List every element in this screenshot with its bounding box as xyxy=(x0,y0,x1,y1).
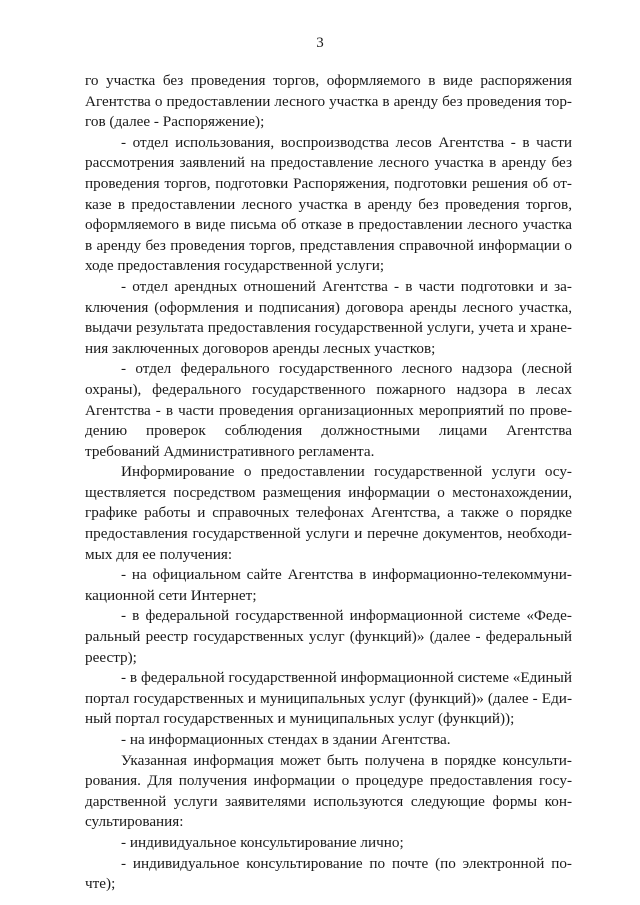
paragraph-consulting: Указанная информация может быть получена в порядке консульти-рования. Для получения информации о процедуре предоставления госу-дарственной услуги заявителями используются следующие формы кон-сультирования: xyxy=(85,751,572,831)
paragraph-info-stands: - на информационных стендах в здании Агентства. xyxy=(121,731,451,748)
document-body xyxy=(85,71,572,895)
paragraph-dept-forest-use: - отдел использования, воспроизводства лесов Агентства - в части рассмотрения заявлений на предоставление лесного участка в аренду без проведения торгов, подготовки Распоряжения, подготовки решения об от-казе в предоставлении лесного участка в аренду без проведения торгов, оформляемого в виде письма об отказе в предоставлении лесного участка в аренду без проведения торгов, представления справочной информации о ходе предоставления государственной услуги; xyxy=(85,133,572,275)
paragraph-informing: Информирование о предоставлении государственной услуги осу-ществляется посредством размещения информации о местонахождении, графике работы и справочных телефонах Агентства, а также о порядке предоставления государственной услуги и перечне документов, необходи-мых для ее получения: xyxy=(85,463,572,563)
paragraph-dept-forest-supervision: - отдел федерального государственного лесного надзора (лесной охраны), федерального государственного пожарного надзора в лесах Агентства - в части проведения организационных мероприятий по прове-дению проверок соблюдения должностными лицами Агентства требований Административного регламента. xyxy=(85,360,572,460)
paragraph-consult-by-mail: - индивидуальное консультирование по почте (по электронной по-чте); xyxy=(85,854,572,893)
paragraph-consult-in-person: - индивидуальное консультирование лично; xyxy=(121,833,404,851)
paragraph-official-website: - на официальном сайте Агентства в информационно-телекоммуни-кационной сети Интернет; xyxy=(85,566,572,604)
paragraph-dept-lease-relations: - отдел арендных отношений Агентства - в части подготовки и за-ключения (оформления и подписания) договора аренды лесного участка, выдачи результата предоставления государственной услуги, учета и хране-ния заключенных договоров аренды лесных участков; xyxy=(85,277,572,357)
paragraph-unified-portal: - в федеральной государственной информационной системе «Единый портал государственных и муниципальных услуг (функций)» (далее - Еди-ный портал государственных и муниципальных услуг (функций)); xyxy=(85,669,572,728)
page-number: 3 xyxy=(316,35,324,51)
paragraph-continuation: го участка без проведения торгов, оформляемого в виде распоряжения Агентства о предоставлении лесного участка в аренду без проведения тор-гов (далее - Распоряжение); xyxy=(85,72,572,131)
paragraph-federal-registry: - в федеральной государственной информационной системе «Феде-ральный реестр государственных услуг (функций)» (далее - федеральный реестр); xyxy=(85,607,572,666)
